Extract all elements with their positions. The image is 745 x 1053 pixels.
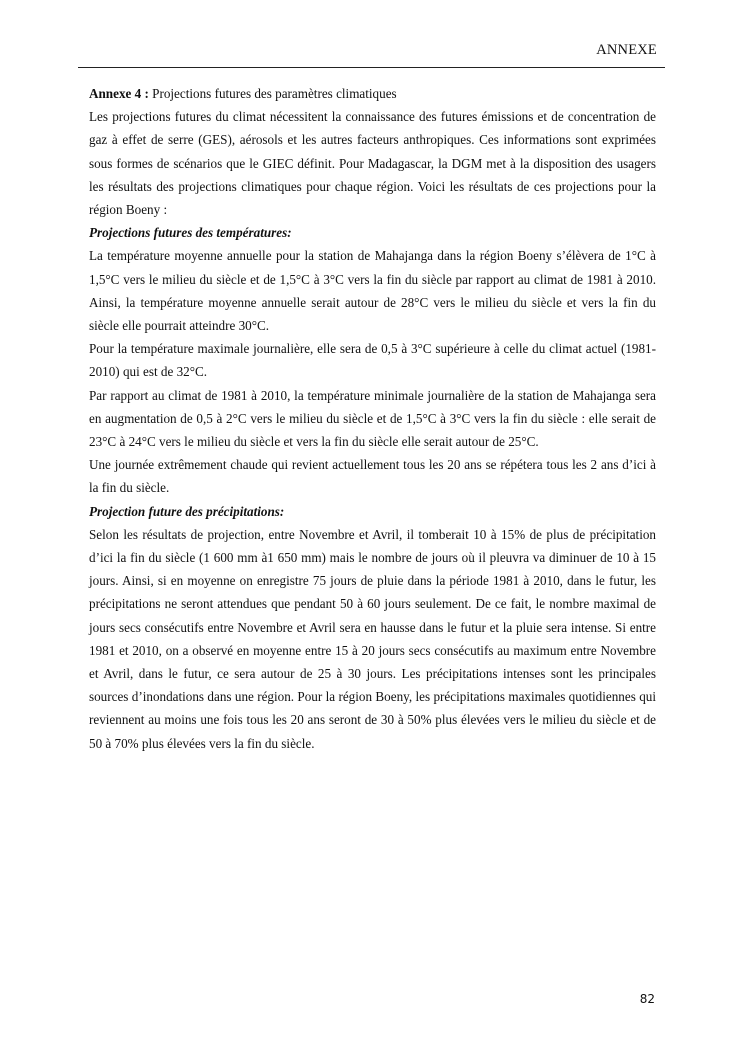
page-body <box>89 82 656 755</box>
precipitations-heading: Projection future des précipitations: <box>89 503 285 519</box>
annex-title <box>89 82 656 105</box>
temperature-paragraph-min: Par rapport au climat de 1981 à 2010, la température minimale journalière de la station de Mahajanga sera en augmentation de 0,5 à 2°C vers le milieu du siècle et de 1,5°C à 3°C vers la fin du siècle : elle serait de 23°C à 24°C vers le milieu du siècle et vers la fin du siècle elle serait autour de 25°C. <box>89 387 656 450</box>
page-number: 82 <box>639 992 655 1006</box>
annex-title-text: Projections futures des paramètres climatiques <box>152 86 397 101</box>
temperatures-heading: Projections futures des températures: <box>89 225 292 241</box>
intro-paragraph: Les projections futures du climat nécessitent la connaissance des futures émissions et de concentration de gaz à effet de serre (GES), aérosols et les autres facteurs anthropiques. Ces informations sont exprimées sous formes de scénarios que le GIEC définit. Pour Madagascar, la DGM met à la disposition des usagers les résultats des projections climatiques pour chaque région. Voici les résultats de ces projections pour la région Boeny : <box>89 109 656 218</box>
temperature-paragraph-annual: La température moyenne annuelle pour la station de Mahajanga dans la région Boeny s’élèvera de 1°C à 1,5°C vers le milieu du siècle et de 1,5°C à 3°C vers la fin du siècle par rapport au climat de 1981 à 2010. Ainsi, la température moyenne annuelle serait autour de 28°C vers le milieu du siècle et vers la fin du siècle elle pourrait atteindre 30°C. <box>89 248 656 334</box>
temperature-paragraph-max: Pour la température maximale journalière, elle sera de 0,5 à 3°C supérieure à celle du climat actuel (1981-2010) qui est de 32°C. <box>89 341 656 380</box>
header-rule <box>78 67 665 68</box>
temperature-paragraph-extreme: Une journée extrêmement chaude qui revient actuellement tous les 20 ans se répétera tous les 2 ans d’ici à la fin du siècle. <box>89 457 656 496</box>
precipitations-paragraph: Selon les résultats de projection, entre Novembre et Avril, il tomberait 10 à 15% de plus de précipitation d’ici la fin du siècle (1 600 mm à1 650 mm) mais le nombre de jours où il pleuvra va diminuer de 10 à 15 jours. Ainsi, si en moyenne on enregistre 75 jours de pluie dans la période 1981 à 2010, dans le futur, les précipitations ne seront attendues que pendant 50 à 60 jours seulement. De ce fait, le nombre maximal de jours secs consécutifs entre Novembre et Avril sera en hausse dans le futur et la pluie sera intense. Si entre 1981 et 2010, on a observé en moyenne entre 15 à 20 jours secs consécutifs au maximum entre Novembre et Avril, dans le futur, ce sera autour de 25 à 30 jours. Les précipitations intenses sont les principales sources d’inondations dans une région. Pour la région Boeny, les précipitations maximales quotidiennes qui reviennent au moins une fois tous les 20 ans seront de 30 à 50% plus élevées vers le milieu du siècle et de 50 à 70% plus élevées vers la fin du siècle. <box>89 526 656 751</box>
annex-label: Annexe 4 : <box>89 86 149 101</box>
running-header: ANNEXE <box>596 42 657 58</box>
